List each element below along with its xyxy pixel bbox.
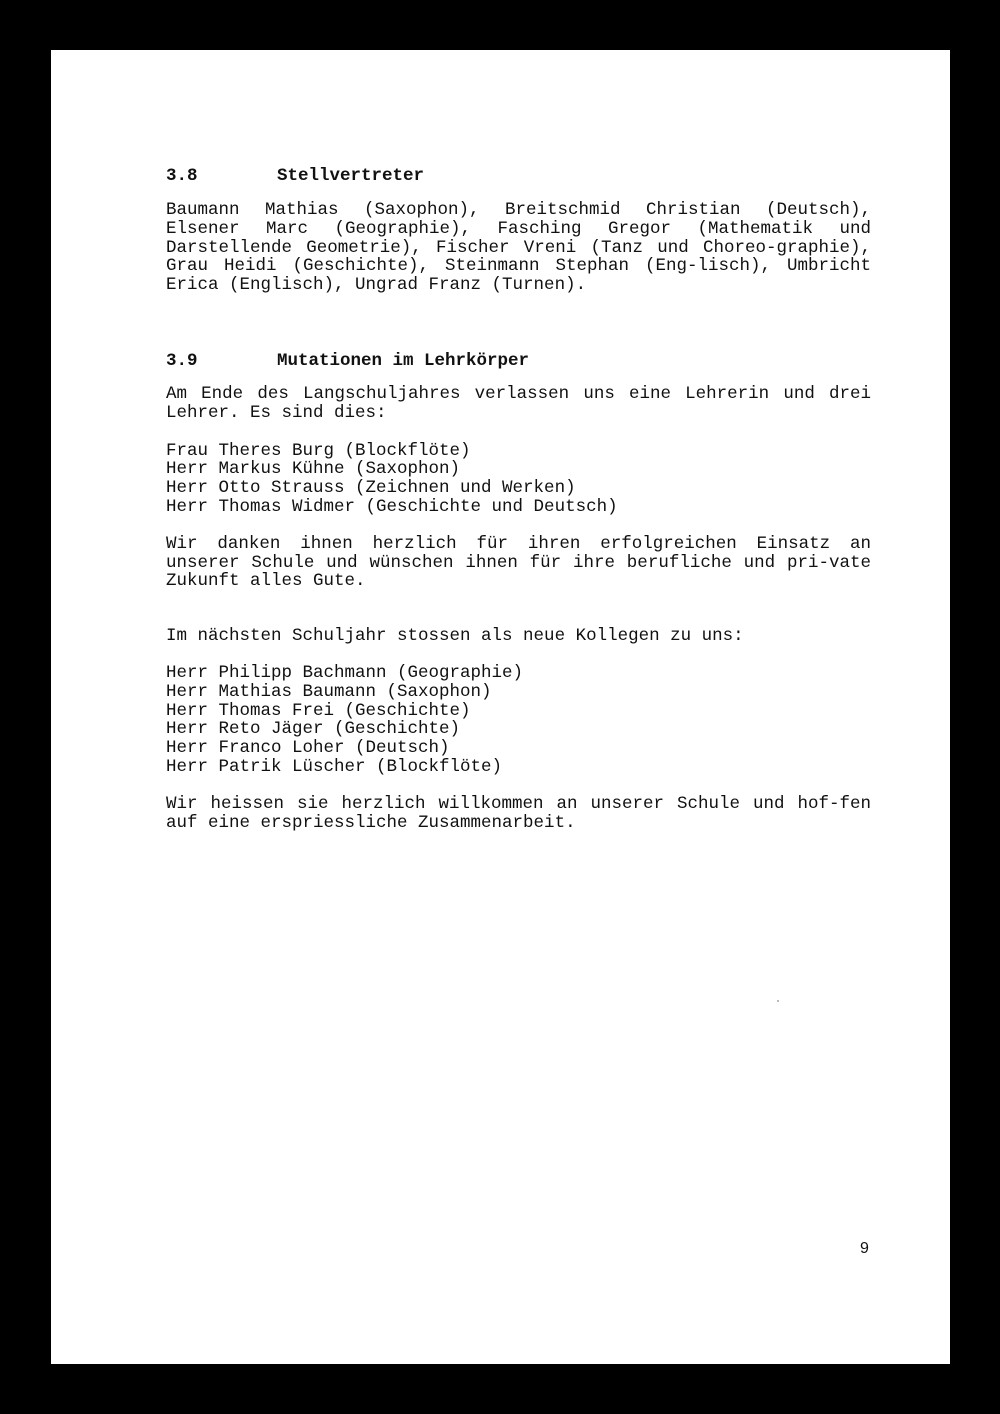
- section-number: 3.9: [166, 350, 198, 371]
- list-item: Herr Thomas Widmer (Geschichte und Deutsch): [166, 496, 618, 517]
- welcome-paragraph: Wir heissen sie herzlich willkommen an unserer Schule und hof-fen auf eine erspriessliche Zusammenarbeit.: [166, 793, 871, 833]
- list-item: Herr Markus Kühne (Saxophon): [166, 459, 461, 480]
- substitutes-paragraph: Baumann Mathias (Saxophon), Breitschmid Christian (Deutsch), Elsener Marc (Geographie), Fasching Gregor (Mathematik und Darstellende Geometrie), Fischer Vreni (Tanz und Choreo-graphie), Grau Heidi (Geschichte), Steinmann Stephan (Eng-lisch), Umbricht Erica (Englisch), Ungrad Franz (Turnen).: [166, 200, 871, 296]
- section-heading-3-9: [166, 349, 871, 373]
- new-colleagues-intro: Im nächsten Schuljahr stossen als neue Kollegen zu uns:: [166, 626, 744, 647]
- section-number: 3.8: [166, 166, 198, 186]
- section-heading-3-8: [166, 164, 871, 188]
- leaving-teachers-list: [166, 442, 871, 517]
- section-title: Stellvertreter: [277, 166, 425, 186]
- section-title: Mutationen im Lehrkörper: [277, 350, 530, 371]
- joining-teachers-list: [166, 664, 871, 777]
- leaving-intro-paragraph: Am Ende des Langschuljahres verlassen uns eine Lehrerin und drei Lehrer. Es sind dies:: [166, 383, 871, 423]
- list-item: Herr Philipp Bachmann (Geographie): [166, 662, 524, 683]
- list-item: Frau Theres Burg (Blockflöte): [166, 440, 471, 461]
- thanks-paragraph: Wir danken ihnen herzlich für ihren erfolgreichen Einsatz an unserer Schule und wünschen ihnen für ihre berufliche und pri-vate Zukunft alles Gute.: [166, 533, 871, 592]
- list-item: Herr Franco Loher (Deutsch): [166, 738, 450, 759]
- list-item: Herr Patrik Lüscher (Blockflöte): [166, 756, 503, 777]
- scan-speck: [777, 1000, 779, 1002]
- list-item: Herr Reto Jäger (Geschichte): [166, 719, 461, 740]
- document-page: [51, 50, 950, 1364]
- list-item: Herr Thomas Frei (Geschichte): [166, 700, 471, 721]
- list-item: Herr Mathias Baumann (Saxophon): [166, 681, 492, 702]
- page-number: 9: [860, 1240, 869, 1257]
- page-content: [166, 164, 871, 832]
- list-item: Herr Otto Strauss (Zeichnen und Werken): [166, 478, 576, 499]
